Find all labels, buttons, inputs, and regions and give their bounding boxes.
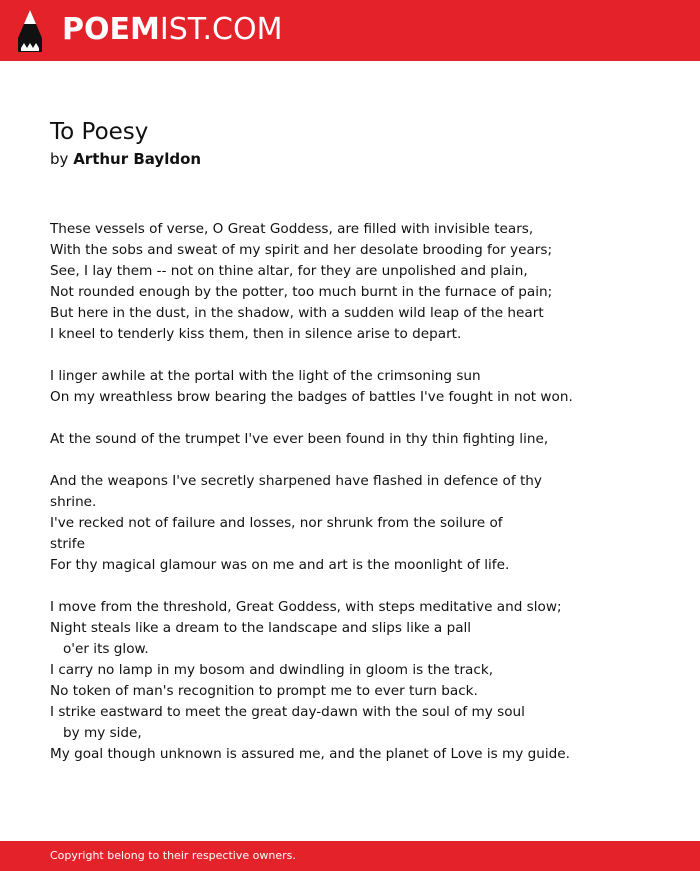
poem-line: I move from the threshold, Great Goddess, with steps meditative and slow; xyxy=(50,599,562,615)
poem-line: shrine. xyxy=(50,494,97,510)
stanza-gap xyxy=(50,450,650,471)
poem-line: I've recked not of failure and losses, nor shrunk from the soilure of xyxy=(50,515,503,531)
poem-line: My goal though unknown is assured me, and the planet of Love is my guide. xyxy=(50,746,570,762)
site-footer xyxy=(0,841,700,871)
poem-line: I linger awhile at the portal with the light of the crimsoning sun xyxy=(50,368,481,384)
logo-light-text: IST.COM xyxy=(159,12,283,47)
byline xyxy=(50,149,201,169)
poem-body xyxy=(50,219,650,765)
site-header xyxy=(0,0,700,61)
pencil-tip-icon[interactable] xyxy=(18,10,42,52)
author-name: Arthur Bayldon xyxy=(73,150,202,168)
poem-line: And the weapons I've secretly sharpened have flashed in defence of thy xyxy=(50,473,542,489)
stanza-gap xyxy=(50,408,650,429)
poem-line: But here in the dust, in the shadow, with a sudden wild leap of the heart xyxy=(50,305,544,321)
logo-strong-text: POEM xyxy=(62,12,160,47)
stanza-gap xyxy=(50,345,650,366)
poem-line: For thy magical glamour was on me and art is the moonlight of life. xyxy=(50,557,510,573)
poem-line: by my side, xyxy=(50,725,142,741)
poem-line: I kneel to tenderly kiss them, then in silence arise to depart. xyxy=(50,326,462,342)
poem-line: I strike eastward to meet the great day-dawn with the soul of my soul xyxy=(50,704,525,720)
site-logo[interactable] xyxy=(62,12,282,48)
poem-line: On my wreathless brow bearing the badges of battles I've fought in not won. xyxy=(50,389,573,405)
poem-line: At the sound of the trumpet I've ever been found in thy thin fighting line, xyxy=(50,431,549,447)
stanza-gap xyxy=(50,576,650,597)
copyright-text: Copyright belong to their respective owners. xyxy=(50,849,296,862)
poem-line: I carry no lamp in my bosom and dwindling in gloom is the track, xyxy=(50,662,494,678)
poem-line: Night steals like a dream to the landscape and slips like a pall xyxy=(50,620,472,636)
poem-line: strife xyxy=(50,536,85,552)
poem-line: See, I lay them -- not on thine altar, for they are unpolished and plain, xyxy=(50,263,528,279)
byline-prefix: by xyxy=(50,150,69,168)
poem-line: With the sobs and sweat of my spirit and her desolate brooding for years; xyxy=(50,242,553,258)
poem-line: o'er its glow. xyxy=(50,641,149,657)
poem-line: These vessels of verse, O Great Goddess, are filled with invisible tears, xyxy=(50,221,534,237)
poem-line: No token of man's recognition to prompt me to ever turn back. xyxy=(50,683,478,699)
poem-title: To Poesy xyxy=(50,119,149,145)
poem-line: Not rounded enough by the potter, too much burnt in the furnace of pain; xyxy=(50,284,553,300)
